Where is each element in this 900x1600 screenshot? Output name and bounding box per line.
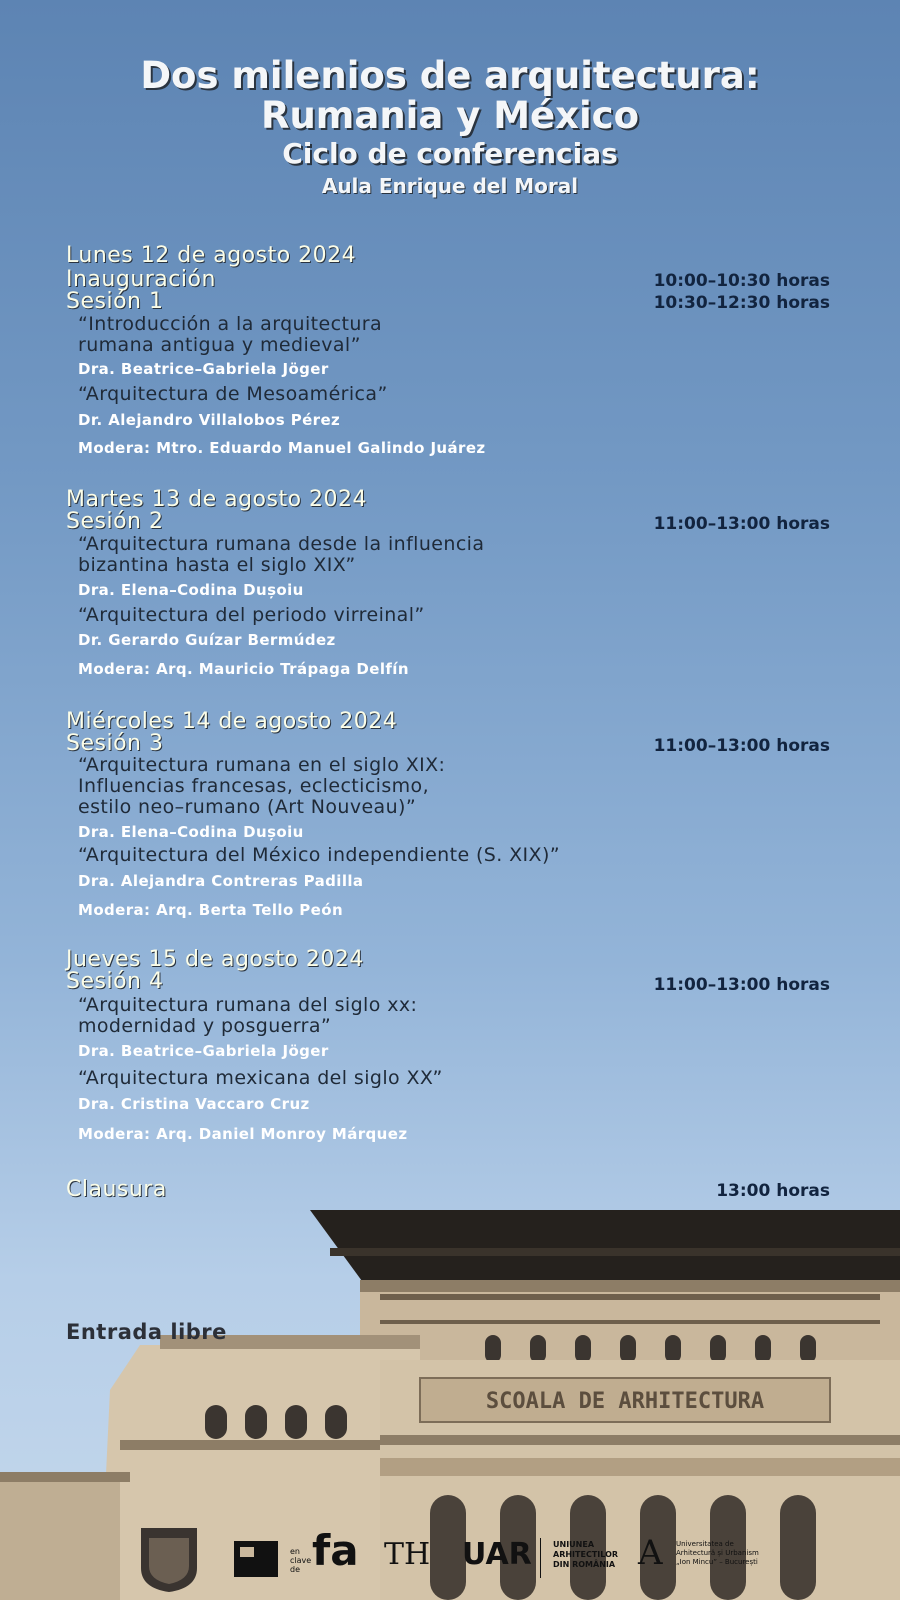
title-line-2: Rumania y México bbox=[260, 94, 640, 137]
talk-2-1-speaker: Dra. Elena–Codina Dușoiu bbox=[78, 581, 304, 599]
talk-4-1-title: “Arquitectura rumana del siglo xx: bbox=[78, 994, 418, 1016]
talk-1-1-title: “Introducción a la arquitectura bbox=[78, 313, 383, 335]
talk-3-1-title-3: estilo neo–rumano (Art Nouveau)” bbox=[78, 796, 417, 818]
closing-time: 13:00 horas bbox=[716, 1181, 830, 1201]
talk-4-2-title: “Arquitectura mexicana del siglo XX” bbox=[78, 1067, 443, 1089]
logo-divider bbox=[540, 1538, 541, 1578]
fa-mark-logo bbox=[230, 1535, 285, 1583]
session-3-time: 11:00–13:00 horas bbox=[653, 736, 830, 756]
inauguration-label: Inauguración bbox=[66, 267, 216, 292]
talk-2-1-title-2: bizantina hasta el siglo XIX” bbox=[78, 554, 356, 576]
talk-4-1-speaker: Dra. Beatrice–Gabriela Jöger bbox=[78, 1042, 329, 1060]
subtitle: Ciclo de conferencias bbox=[282, 137, 618, 170]
uniunea-line-3: DIN ROMÂNIA bbox=[553, 1560, 616, 1569]
session-4-label: Sesión 4 bbox=[66, 969, 164, 994]
talk-3-1-speaker: Dra. Elena–Codina Dușoiu bbox=[78, 823, 304, 841]
ion-mincu-mark: A bbox=[638, 1533, 663, 1573]
univ-line-1: Universitatea de bbox=[676, 1540, 734, 1548]
session-1-label: Sesión 1 bbox=[66, 289, 164, 314]
day-3-date: Miércoles 14 de agosto 2024 bbox=[66, 709, 398, 734]
session-2-label: Sesión 2 bbox=[66, 509, 164, 534]
talk-2-2-title: “Arquitectura del periodo virreinal” bbox=[78, 604, 425, 626]
univ-line-3: „Ion Mincu” – București bbox=[676, 1558, 758, 1566]
uniunea-logo bbox=[553, 1540, 618, 1570]
session-1-time: 10:30–12:30 horas bbox=[653, 293, 830, 313]
day-2-date: Martes 13 de agosto 2024 bbox=[66, 487, 368, 512]
day-3-moderator: Modera: Arq. Berta Tello Peón bbox=[78, 901, 344, 919]
day-2-moderator: Modera: Arq. Mauricio Trápaga Delfín bbox=[78, 660, 409, 678]
talk-1-1-title-2: rumana antigua y medieval” bbox=[78, 334, 361, 356]
closing-label: Clausura bbox=[66, 1177, 167, 1202]
talk-1-1-speaker: Dra. Beatrice–Gabriela Jöger bbox=[78, 360, 329, 378]
uniunea-line-1: UNIUNEA bbox=[553, 1540, 595, 1549]
day-1-moderator: Modera: Mtro. Eduardo Manuel Galindo Juárez bbox=[78, 439, 486, 457]
univ-line-2: Arhitectură și Urbanism bbox=[676, 1549, 759, 1557]
fa-small-text: en clave de bbox=[290, 1547, 312, 1574]
session-2-time: 11:00–13:00 horas bbox=[653, 514, 830, 534]
talk-3-1-title-2: Influencias francesas, eclecticismo, bbox=[78, 775, 430, 797]
entrance-note: Entrada libre bbox=[66, 1320, 227, 1344]
session-4-time: 11:00–13:00 horas bbox=[653, 975, 830, 995]
talk-2-1-title: “Arquitectura rumana desde la influencia bbox=[78, 533, 485, 555]
talk-3-1-title: “Arquitectura rumana en el siglo XIX: bbox=[78, 754, 446, 776]
talk-4-2-speaker: Dra. Cristina Vaccaro Cruz bbox=[78, 1095, 310, 1113]
uar-logo: UAR bbox=[462, 1537, 532, 1572]
talk-2-2-speaker: Dr. Gerardo Guízar Bermúdez bbox=[78, 631, 336, 649]
unam-seal-logo bbox=[135, 1524, 203, 1594]
title-line-1: Dos milenios de arquitectura: bbox=[140, 54, 760, 97]
talk-1-2-speaker: Dr. Alejandro Villalobos Pérez bbox=[78, 411, 341, 429]
ion-mincu-logo bbox=[676, 1540, 759, 1567]
th-logo: TH bbox=[384, 1537, 431, 1572]
talk-3-2-title: “Arquitectura del México independiente (S. XIX)” bbox=[78, 844, 561, 866]
fa-logo: fa bbox=[312, 1526, 359, 1575]
talk-4-1-title-2: modernidad y posguerra” bbox=[78, 1015, 332, 1037]
day-1-date: Lunes 12 de agosto 2024 bbox=[66, 243, 357, 268]
talk-1-2-title: “Arquitectura de Mesoamérica” bbox=[78, 383, 388, 405]
day-4-date: Jueves 15 de agosto 2024 bbox=[66, 947, 364, 972]
talk-3-2-speaker: Dra. Alejandra Contreras Padilla bbox=[78, 872, 364, 890]
inauguration-time: 10:00–10:30 horas bbox=[653, 271, 830, 291]
uniunea-line-2: ARHITECTILOR bbox=[553, 1550, 619, 1559]
venue: Aula Enrique del Moral bbox=[321, 174, 579, 198]
building-sign: SCOALA DE ARHITECTURA bbox=[485, 1389, 765, 1414]
day-4-moderator: Modera: Arq. Daniel Monroy Márquez bbox=[78, 1125, 408, 1143]
session-3-label: Sesión 3 bbox=[66, 731, 164, 756]
